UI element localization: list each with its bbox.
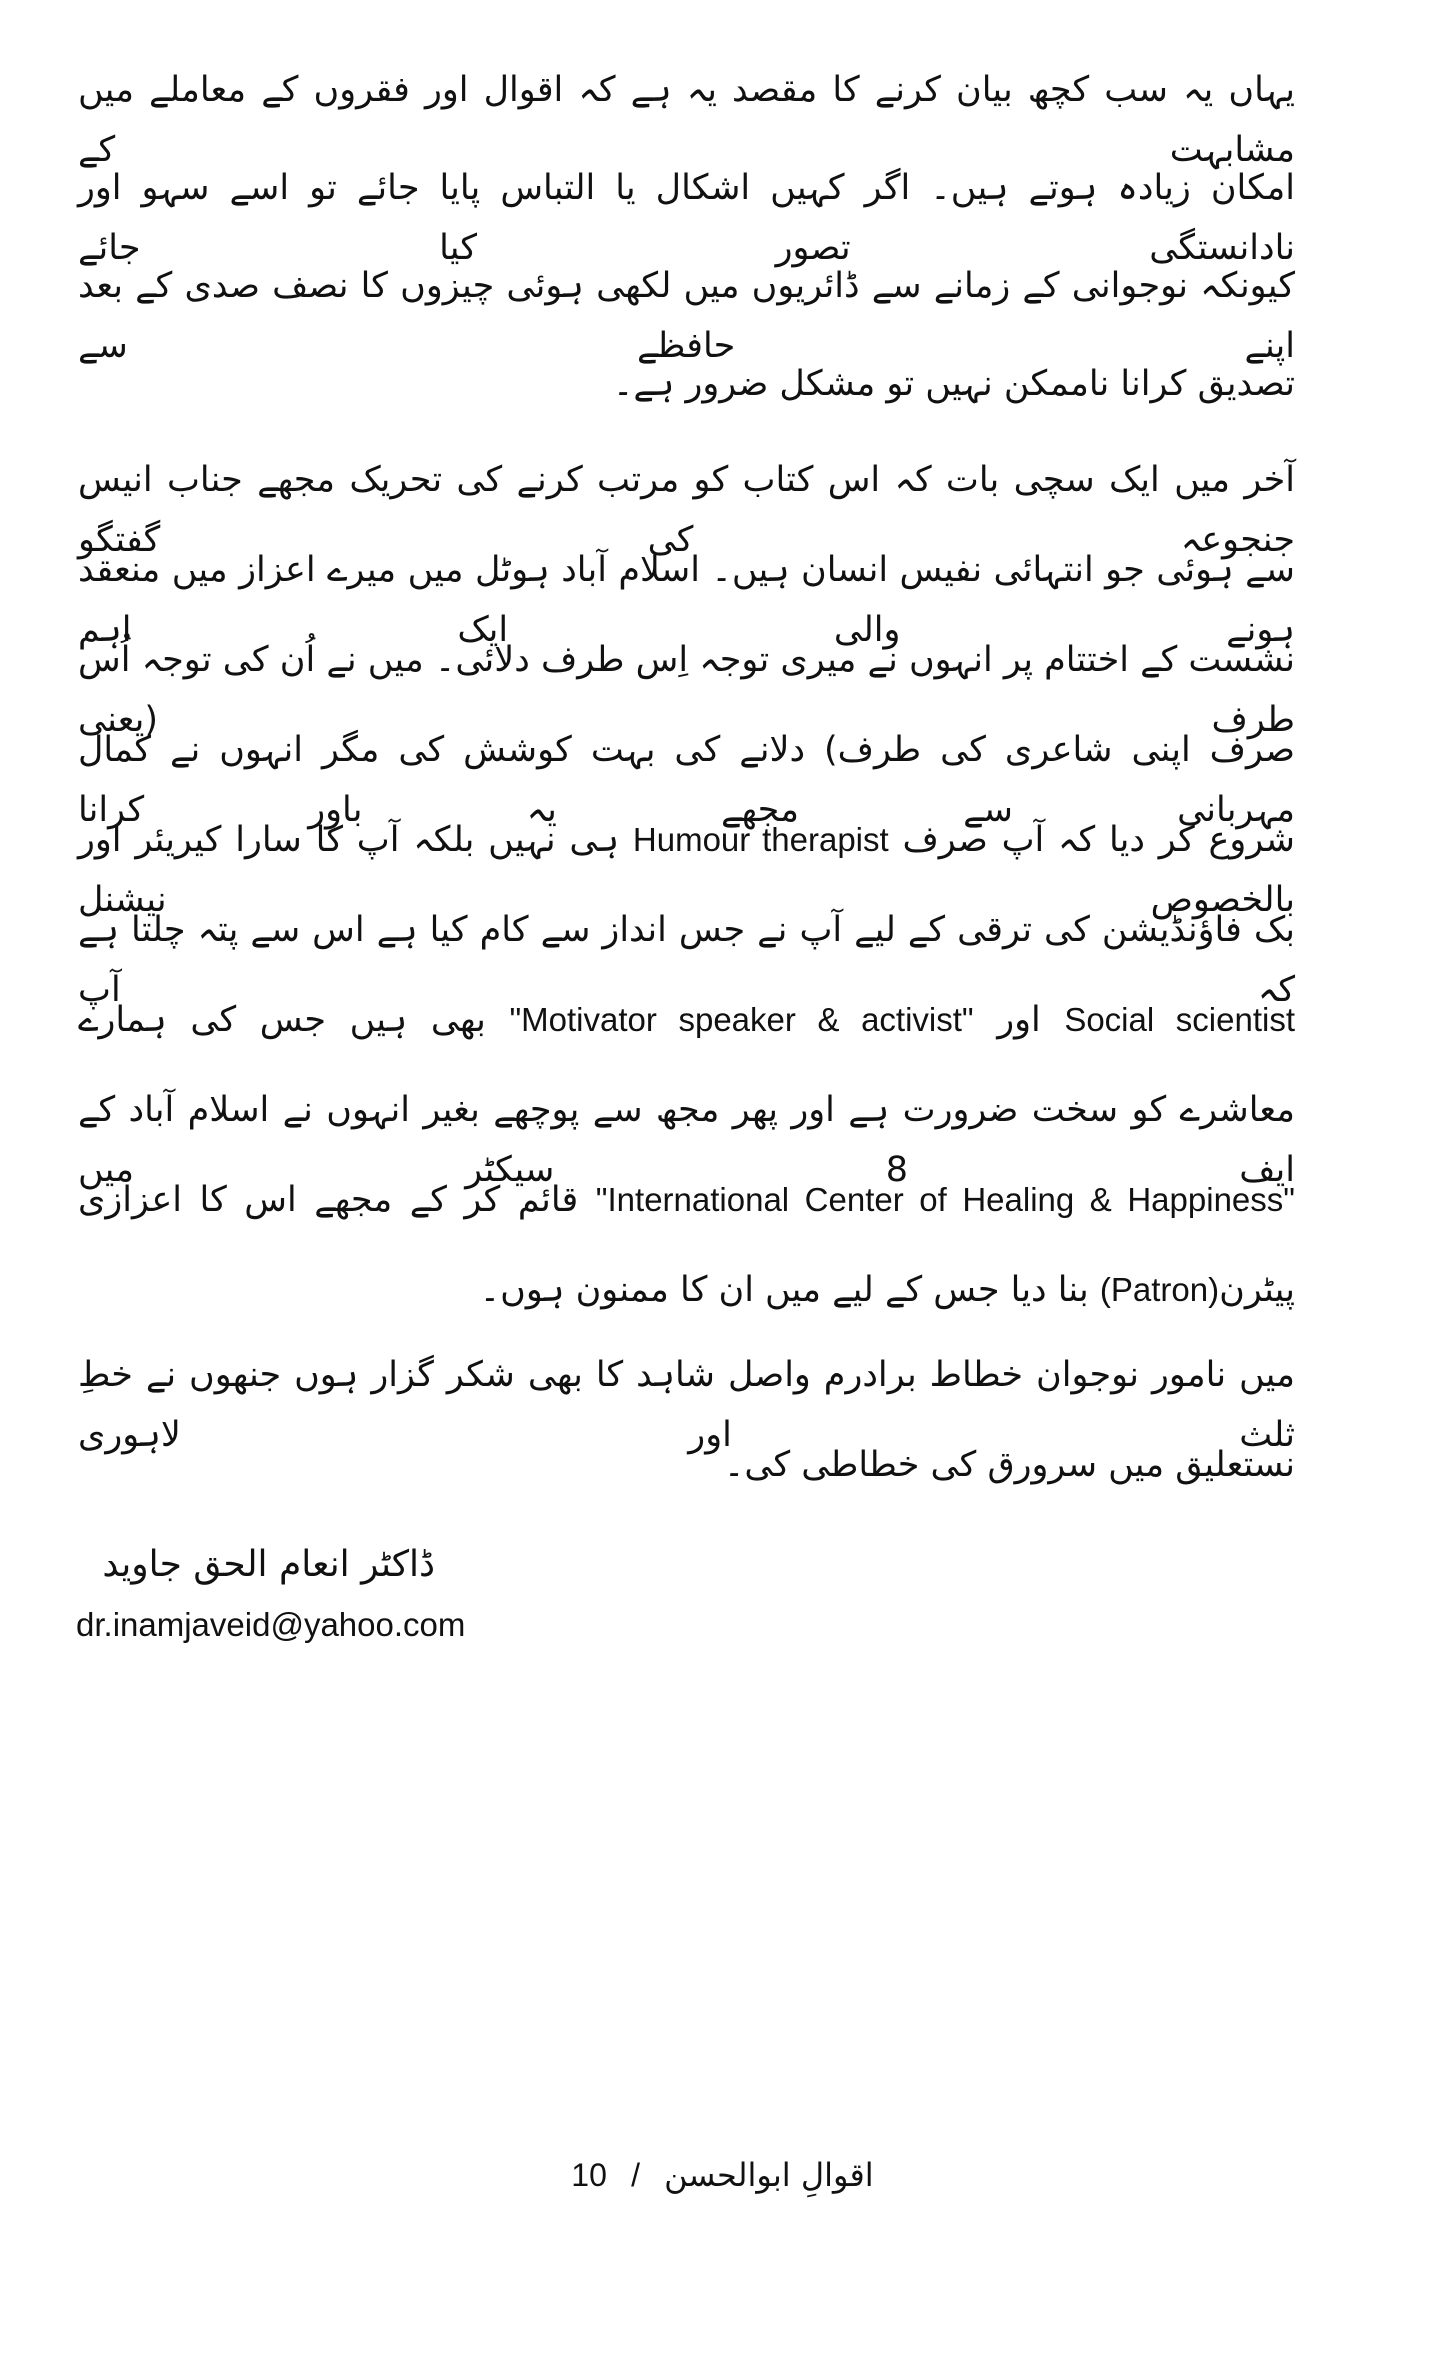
urdu-text: ہی نہیں بلکہ آپ کا سارا کیریئر اور بالخصوص نیشنل xyxy=(78,820,1295,920)
footer-separator: / xyxy=(631,2157,640,2193)
paragraph-line: آخر میں ایک سچی بات کہ اس کتاب کو مرتب کرنے کی تحریک مجھے جناب انیس جنجوعہ کی گفتگو xyxy=(78,460,1295,560)
english-term: (Patron) xyxy=(1099,1271,1220,1308)
urdu-text: قائم کر کے مجھے اس کا اعزازی xyxy=(78,1180,579,1220)
paragraph-line: سے ہوئی جو انتہائی نفیس انسان ہیں۔ اسلام آباد ہوٹل میں میرے اعزاز میں منعقد ہونے والی ایک اہم xyxy=(78,550,1295,650)
paragraph-line: بک فاؤنڈیشن کی ترقی کے لیے آپ نے جس انداز سے کام کیا ہے اس سے پتہ چلتا ہے کہ آپ xyxy=(78,910,1295,1010)
paragraph-line: تصدیق کرانا ناممکن نہیں تو مشکل ضرور ہے۔ xyxy=(612,364,1295,404)
english-term: Social scientist xyxy=(1064,1001,1295,1038)
urdu-text: بنا دیا جس کے لیے میں ان کا ممنون ہوں۔ xyxy=(479,1270,1089,1310)
paragraph-line-mixed xyxy=(480,1260,1295,1320)
paragraph-line: کیونکہ نوجوانی کے زمانے سے ڈائریوں میں لکھی ہوئی چیزوں کا نصف صدی کے بعد اپنے حافظے سے xyxy=(78,266,1295,366)
urdu-text: پیٹرن xyxy=(1219,1270,1295,1310)
book-title: اقوالِ ابوالحسن xyxy=(664,2156,874,2194)
paragraph-line-mixed xyxy=(78,990,1295,1050)
paragraph-line: معاشرے کو سخت ضرورت ہے اور پھر مجھ سے پوچھے بغیر انہوں نے اسلام آباد کے ایف 8 سیکٹر میں xyxy=(78,1090,1296,1190)
english-term: "Motivator speaker & activist" xyxy=(509,1001,974,1038)
english-term: Humour therapist xyxy=(632,821,889,858)
page-number: 10 xyxy=(571,2157,607,2193)
paragraph-line-mixed xyxy=(78,810,1295,920)
paragraph-line: میں نامور نوجوان خطاط برادرم واصل شاہد کا بھی شکر گزار ہوں جنھوں نے خطِ ثلث اور لاہوری xyxy=(78,1355,1295,1455)
urdu-text: بھی ہیں جس کی ہمارے xyxy=(78,1000,486,1040)
paragraph-line: امکان زیادہ ہوتے ہیں۔ اگر کہیں اشکال یا التباس پایا جائے تو اسے سہو اور نادانستگی تصور کیا جائے xyxy=(78,168,1295,268)
paragraph-line: صرف اپنی شاعری کی طرف) دلانے کی بہت کوشش کی مگر انہوں نے کمال مہربانی سے مجھے یہ باور کرانا xyxy=(78,730,1295,830)
paragraph-line: یہاں یہ سب کچھ بیان کرنے کا مقصد یہ ہے کہ اقوال اور فقروں کے معاملے میں مشابہت کے xyxy=(78,70,1295,170)
paragraph-line-mixed xyxy=(78,1170,1295,1230)
urdu-text: شروع کر دیا کہ آپ صرف xyxy=(902,820,1295,860)
author-signature: ڈاکٹر انعام الحق جاوید xyxy=(102,1544,435,1585)
page-footer xyxy=(0,2150,1445,2200)
urdu-text: اور xyxy=(997,1000,1041,1040)
paragraph-line: نستعلیق میں سرورق کی خطاطی کی۔ xyxy=(723,1445,1295,1485)
english-term: "International Center of Healing & Happiness" xyxy=(595,1181,1295,1218)
author-email: dr.inamjaveid@yahoo.com xyxy=(76,1606,466,1643)
paragraph-line: نشست کے اختتام پر انہوں نے میری توجہ اِس طرف دلائی۔ میں نے اُن کی توجہ اُس طرف (یعنی xyxy=(78,640,1295,740)
